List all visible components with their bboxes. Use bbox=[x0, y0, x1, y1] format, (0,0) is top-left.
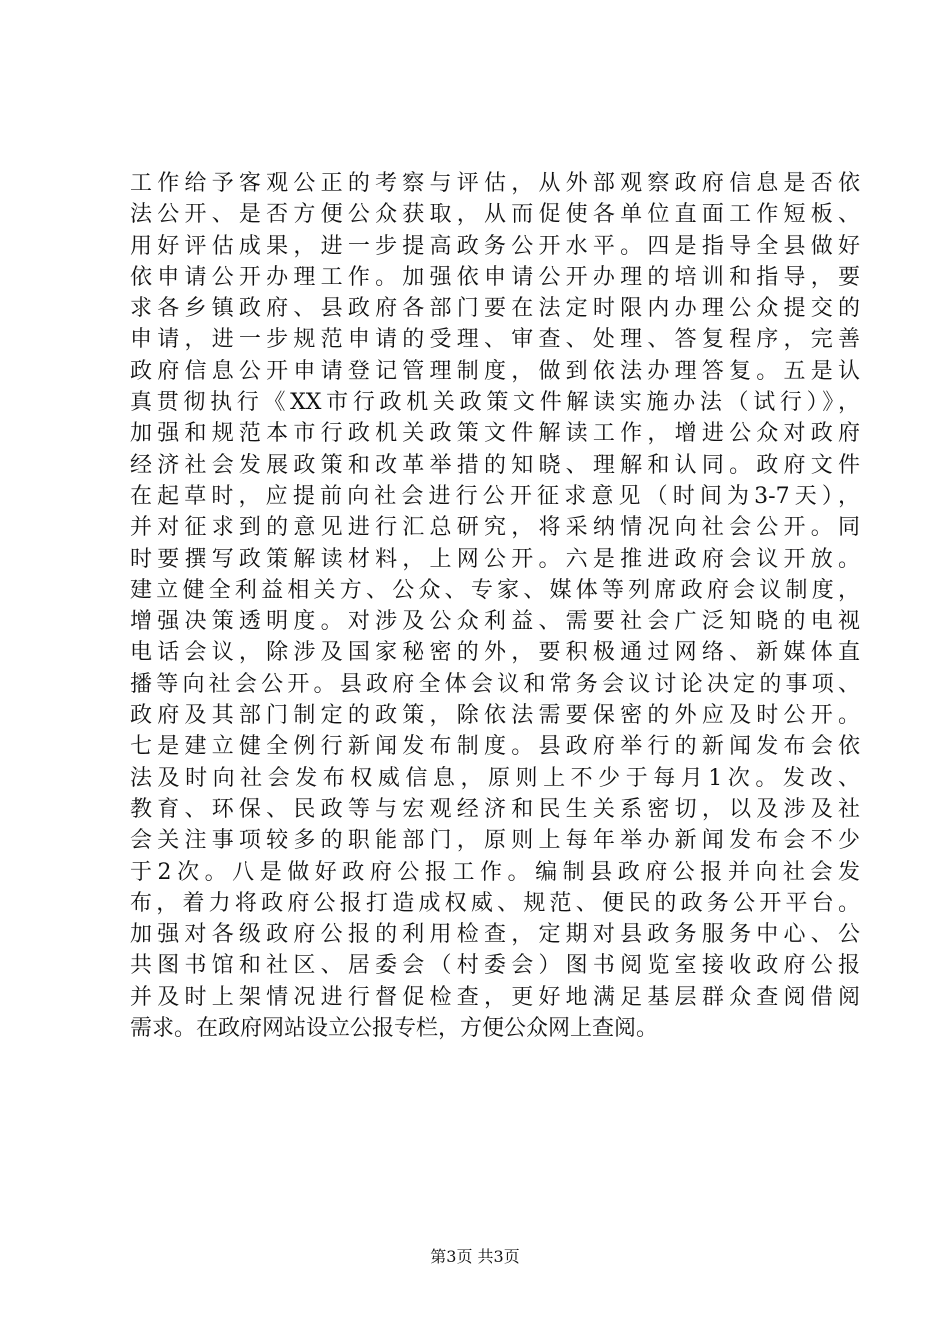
text-line: 法公开、是否方便公众获取，从而促使各单位直面工作短板、 bbox=[130, 202, 860, 228]
text-line: 七是建立健全例行新闻发布制度。县政府举行的新闻发布会依 bbox=[130, 734, 860, 760]
text-line: 申请，进一步规范申请的受理、审查、处理、答复程序，完善 bbox=[130, 327, 860, 353]
text-line: 时要撰写政策解读材料，上网公开。六是推进政府会议开放。 bbox=[130, 546, 860, 572]
text-line: 于2次。八是做好政府公报工作。编制县政府公报并向社会发 bbox=[130, 859, 860, 885]
page-footer bbox=[0, 1244, 950, 1267]
page-number: 第3页 共3页 bbox=[430, 1247, 520, 1266]
body-paragraph bbox=[130, 168, 860, 1044]
text-line: 共图书馆和社区、居委会（村委会）图书阅览室接收政府公报 bbox=[130, 953, 860, 979]
text-line: 会关注事项较多的职能部门，原则上每年举办新闻发布会不少 bbox=[130, 828, 860, 854]
text-line: 并对征求到的意见进行汇总研究，将采纳情况向社会公开。同 bbox=[130, 515, 860, 541]
text-line: 政府信息公开申请登记管理制度，做到依法办理答复。五是认 bbox=[130, 358, 860, 384]
text-line: 增强决策透明度。对涉及公众利益、需要社会广泛知晓的电视 bbox=[130, 609, 860, 635]
text-line: 加强对各级政府公报的利用检查，定期对县政务服务中心、公 bbox=[130, 922, 860, 948]
text-line: 政府及其部门制定的政策，除依法需要保密的外应及时公开。 bbox=[130, 703, 860, 729]
text-line: 播等向社会公开。县政府全体会议和常务会议讨论决定的事项、 bbox=[130, 671, 860, 697]
text-line: 加强和规范本市行政机关政策文件解读工作，增进公众对政府 bbox=[130, 421, 860, 447]
text-line: 建立健全利益相关方、公众、专家、媒体等列席政府会议制度， bbox=[130, 577, 860, 603]
text-line: 在起草时，应提前向社会进行公开征求意见（时间为3-7天）， bbox=[130, 483, 860, 509]
text-line: 需求。在政府网站设立公报专栏，方便公众网上查阅。 bbox=[130, 1016, 659, 1042]
text-line: 求各乡镇政府、县政府各部门要在法定时限内办理公众提交的 bbox=[130, 296, 860, 322]
text-line: 用好评估成果，进一步提高政务公开水平。四是指导全县做好 bbox=[130, 233, 860, 259]
text-line: 法及时向社会发布权威信息，原则上不少于每月1次。发改、 bbox=[130, 765, 860, 791]
text-line: 工作给予客观公正的考察与评估，从外部观察政府信息是否依 bbox=[130, 171, 860, 196]
text-line: 并及时上架情况进行督促检查，更好地满足基层群众查阅借阅 bbox=[130, 984, 860, 1010]
text-line: 真贯彻执行《XX市行政机关政策文件解读实施办法（试行）》， bbox=[130, 390, 860, 416]
text-line: 布，着力将政府公报打造成权威、规范、便民的政务公开平台。 bbox=[130, 890, 860, 916]
text-line: 经济社会发展政策和改革举措的知晓、理解和认同。政府文件 bbox=[130, 452, 860, 478]
text-line: 依申请公开办理工作。加强依申请公开办理的培训和指导，要 bbox=[130, 264, 860, 290]
text-line: 电话会议，除涉及国家秘密的外，要积极通过网络、新媒体直 bbox=[130, 640, 860, 666]
text-line: 教育、环保、民政等与宏观经济和民生关系密切，以及涉及社 bbox=[130, 796, 860, 822]
